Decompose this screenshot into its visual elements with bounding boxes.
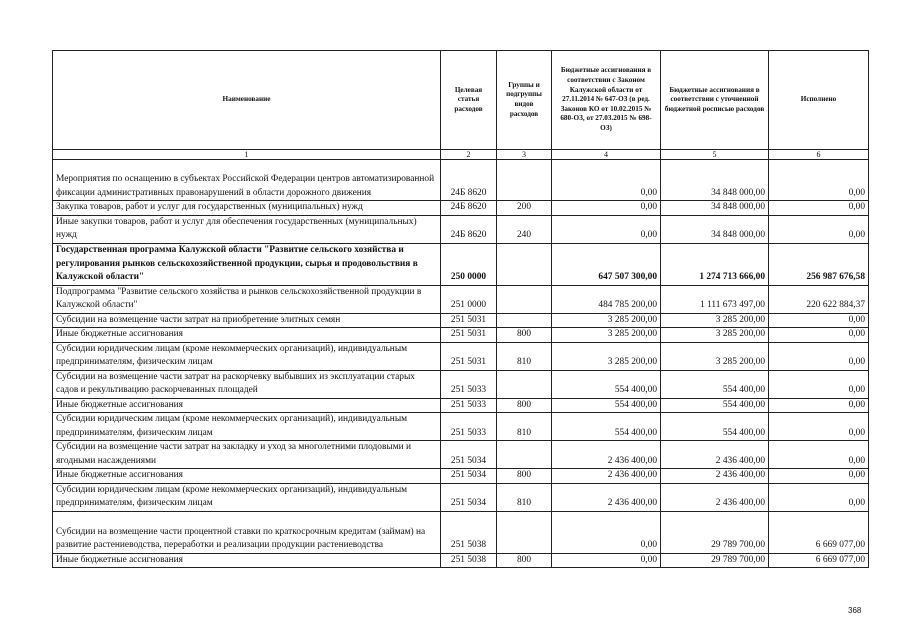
- header-row: [53, 51, 869, 150]
- row-roster-amount: 3 285 200,00: [661, 313, 769, 328]
- row-name: Субсидии на возмещение части затрат на приобретение элитных семян: [53, 313, 441, 328]
- row-executed-amount: 256 987 676,58: [769, 243, 869, 285]
- row-law-amount: 484 785 200,00: [552, 285, 661, 313]
- row-law-amount: 554 400,00: [552, 398, 661, 413]
- table-row: [53, 160, 869, 201]
- row-expense-group: 800: [497, 553, 552, 568]
- row-target-article: 251 5034: [441, 483, 497, 511]
- row-target-article: 251 5033: [441, 413, 497, 441]
- row-law-amount: 0,00: [552, 201, 661, 216]
- row-law-amount: 0,00: [552, 215, 661, 243]
- row-expense-group: 240: [497, 215, 552, 243]
- row-roster-amount: 34 848 000,00: [661, 201, 769, 216]
- row-law-amount: 2 436 400,00: [552, 469, 661, 484]
- row-law-amount: 2 436 400,00: [552, 441, 661, 469]
- row-target-article: 251 5034: [441, 441, 497, 469]
- row-executed-amount: 0,00: [769, 469, 869, 484]
- row-law-amount: 3 285 200,00: [552, 342, 661, 370]
- row-roster-amount: 1 111 673 497,00: [661, 285, 769, 313]
- row-roster-amount: 2 436 400,00: [661, 441, 769, 469]
- row-expense-group: 800: [497, 328, 552, 343]
- row-expense-group: [497, 160, 552, 201]
- column-number: 3: [497, 150, 552, 160]
- row-executed-amount: 0,00: [769, 160, 869, 201]
- row-executed-amount: 0,00: [769, 342, 869, 370]
- table-row: [53, 328, 869, 343]
- header-law-allocations: Бюджетные ассигнования в соответствии с Законом Калужской области от 27.11.2014 № 647-ОЗ (в ред. Законов КО от 10.02.2015 № 680-ОЗ, от 27.03.2015 № 698-ОЗ): [552, 51, 661, 150]
- row-name: Иные бюджетные ассигнования: [53, 328, 441, 343]
- row-expense-group: [497, 243, 552, 285]
- row-name: Государственная программа Калужской области "Развитие сельского хозяйства и регулирования рынков сельскохозяйственной продукции, сырья и продовольствия в Калужской области": [53, 243, 441, 285]
- row-target-article: 24Б 8620: [441, 160, 497, 201]
- table-row: [53, 285, 869, 313]
- row-law-amount: 3 285 200,00: [552, 328, 661, 343]
- row-name: Субсидии юридическим лицам (кроме некоммерческих организаций), индивидуальным предпринимателям, физическим лицам: [53, 413, 441, 441]
- header-roster-allocations: Бюджетные ассигнования в соответствии с уточненной бюджетной росписью расходов: [661, 51, 769, 150]
- row-roster-amount: 2 436 400,00: [661, 483, 769, 511]
- row-expense-group: [497, 441, 552, 469]
- row-name: Субсидии на возмещение части затрат на закладку и уход за многолетними плодовыми и ягодными насаждениями: [53, 441, 441, 469]
- table-row: [53, 511, 869, 553]
- column-number: 1: [53, 150, 441, 160]
- row-law-amount: 554 400,00: [552, 413, 661, 441]
- table-row: [53, 553, 869, 568]
- table-row: [53, 370, 869, 398]
- row-roster-amount: 554 400,00: [661, 370, 769, 398]
- table-row: [53, 398, 869, 413]
- row-expense-group: 200: [497, 201, 552, 216]
- row-roster-amount: 1 274 713 666,00: [661, 243, 769, 285]
- row-law-amount: 0,00: [552, 160, 661, 201]
- row-law-amount: 647 507 300,00: [552, 243, 661, 285]
- row-expense-group: 800: [497, 469, 552, 484]
- row-target-article: 251 5031: [441, 328, 497, 343]
- row-roster-amount: 2 436 400,00: [661, 469, 769, 484]
- column-number: 6: [769, 150, 869, 160]
- row-name: Субсидии юридическим лицам (кроме некоммерческих организаций), индивидуальным предпринимателям, физическим лицам: [53, 342, 441, 370]
- row-executed-amount: 0,00: [769, 413, 869, 441]
- row-law-amount: 0,00: [552, 511, 661, 553]
- row-executed-amount: 0,00: [769, 441, 869, 469]
- row-law-amount: 2 436 400,00: [552, 483, 661, 511]
- column-number: 2: [441, 150, 497, 160]
- row-executed-amount: 0,00: [769, 215, 869, 243]
- page-number: 368: [848, 606, 862, 615]
- column-number: 5: [661, 150, 769, 160]
- row-expense-group: 810: [497, 342, 552, 370]
- row-target-article: 24Б 8620: [441, 215, 497, 243]
- table-row: [53, 342, 869, 370]
- row-roster-amount: 29 789 700,00: [661, 553, 769, 568]
- row-executed-amount: 0,00: [769, 370, 869, 398]
- row-roster-amount: 3 285 200,00: [661, 342, 769, 370]
- row-target-article: 24Б 8620: [441, 201, 497, 216]
- row-executed-amount: 6 669 077,00: [769, 511, 869, 553]
- row-roster-amount: 554 400,00: [661, 398, 769, 413]
- table-row: [53, 441, 869, 469]
- row-executed-amount: 220 622 884,37: [769, 285, 869, 313]
- row-roster-amount: 34 848 000,00: [661, 215, 769, 243]
- row-name: Иные закупки товаров, работ и услуг для обеспечения государственных (муниципальных) нужд: [53, 215, 441, 243]
- row-roster-amount: 29 789 700,00: [661, 511, 769, 553]
- row-executed-amount: 0,00: [769, 313, 869, 328]
- row-target-article: 251 5038: [441, 511, 497, 553]
- row-expense-group: [497, 313, 552, 328]
- row-expense-group: [497, 285, 552, 313]
- row-executed-amount: 0,00: [769, 398, 869, 413]
- row-name: Субсидии на возмещение части процентной ставки по краткосрочным кредитам (займам) на развитие растениеводства, переработки и реализации продукции растениеводства: [53, 511, 441, 553]
- budget-table-sheet: [52, 50, 868, 568]
- row-target-article: 251 5033: [441, 370, 497, 398]
- row-law-amount: 554 400,00: [552, 370, 661, 398]
- row-name: Субсидии юридическим лицам (кроме некоммерческих организаций), индивидуальным предпринимателям, физическим лицам: [53, 483, 441, 511]
- table-row: [53, 243, 869, 285]
- budget-table: [52, 50, 869, 568]
- table-row: [53, 313, 869, 328]
- row-name: Подпрограмма "Развитие сельского хозяйства и рынков сельскохозяйственной продукции в Калужской области": [53, 285, 441, 313]
- row-expense-group: [497, 370, 552, 398]
- row-roster-amount: 554 400,00: [661, 413, 769, 441]
- row-name: Иные бюджетные ассигнования: [53, 469, 441, 484]
- table-row: [53, 413, 869, 441]
- row-roster-amount: 34 848 000,00: [661, 160, 769, 201]
- row-executed-amount: 0,00: [769, 201, 869, 216]
- row-target-article: 251 5038: [441, 553, 497, 568]
- row-target-article: 251 5031: [441, 313, 497, 328]
- row-name: Закупка товаров, работ и услуг для государственных (муниципальных) нужд: [53, 201, 441, 216]
- row-executed-amount: 0,00: [769, 328, 869, 343]
- row-target-article: 251 5033: [441, 398, 497, 413]
- header-target-article: Целевая статья расходов: [441, 51, 497, 150]
- table-row: [53, 483, 869, 511]
- row-expense-group: [497, 511, 552, 553]
- row-target-article: 250 0000: [441, 243, 497, 285]
- row-target-article: 251 5031: [441, 342, 497, 370]
- row-name: Иные бюджетные ассигнования: [53, 553, 441, 568]
- column-number: 4: [552, 150, 661, 160]
- header-name: Наименование: [53, 51, 441, 150]
- row-executed-amount: 0,00: [769, 483, 869, 511]
- header-expense-groups: Группы и подгруппы видов расходов: [497, 51, 552, 150]
- row-roster-amount: 3 285 200,00: [661, 328, 769, 343]
- row-law-amount: 3 285 200,00: [552, 313, 661, 328]
- row-expense-group: 810: [497, 413, 552, 441]
- row-name: Мероприятия по оснащению в субъектах Российской Федерации центров автоматизированной фиксации административных правонарушений в области дорожного движения: [53, 160, 441, 201]
- table-row: [53, 201, 869, 216]
- row-name: Субсидии на возмещение части затрат на раскорчевку выбывших из эксплуатации старых садов и рекультивацию раскорчеванных площадей: [53, 370, 441, 398]
- header-executed: Исполнено: [769, 51, 869, 150]
- row-law-amount: 0,00: [552, 553, 661, 568]
- row-name: Иные бюджетные ассигнования: [53, 398, 441, 413]
- column-number-row: [53, 150, 869, 160]
- row-target-article: 251 0000: [441, 285, 497, 313]
- row-executed-amount: 6 669 077,00: [769, 553, 869, 568]
- row-expense-group: 800: [497, 398, 552, 413]
- table-row: [53, 215, 869, 243]
- table-row: [53, 469, 869, 484]
- row-expense-group: 810: [497, 483, 552, 511]
- row-target-article: 251 5034: [441, 469, 497, 484]
